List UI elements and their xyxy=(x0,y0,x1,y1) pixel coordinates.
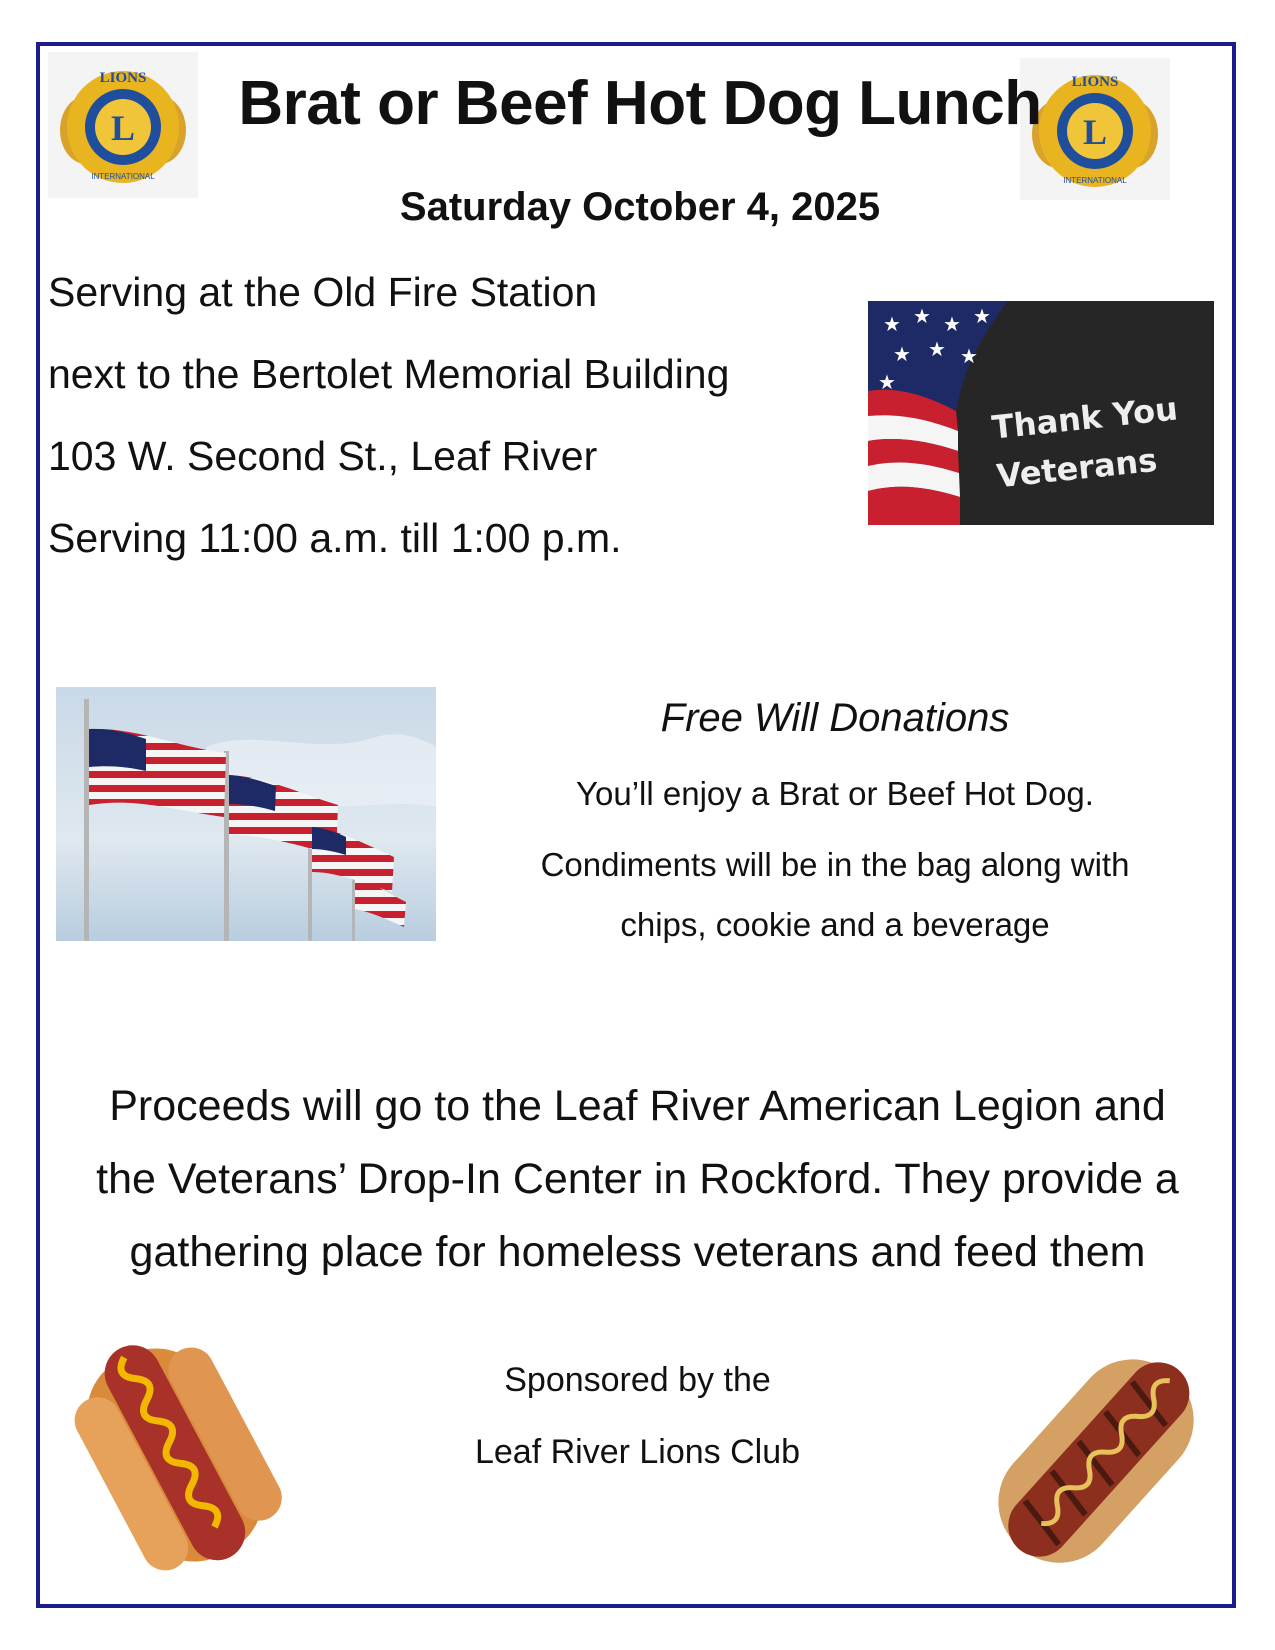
proceeds-line-3: gathering place for homeless veterans and feed them xyxy=(129,1228,1146,1276)
proceeds-line-2: the Veterans’ Drop-In Center in Rockford. They provide a xyxy=(96,1155,1179,1203)
donations-line-3: chips, cookie and a beverage xyxy=(620,906,1050,943)
svg-text:★: ★ xyxy=(928,339,946,361)
donations-line-1: You’ll enjoy a Brat or Beef Hot Dog. xyxy=(576,775,1094,812)
svg-text:L: L xyxy=(110,108,136,148)
donations-title: Free Will Donations xyxy=(660,696,1010,740)
location-line-1: Serving at the Old Fire Station xyxy=(48,269,598,315)
donations-line-2: Condiments will be in the bag along with xyxy=(540,846,1130,883)
sponsor-line-1: Sponsored by the xyxy=(504,1361,771,1399)
proceeds-line-1: Proceeds will go to the Leaf River American Legion and xyxy=(109,1082,1166,1130)
svg-text:★: ★ xyxy=(878,372,896,394)
address-line: 103 W. Second St., Leaf River xyxy=(48,433,598,479)
svg-text:★: ★ xyxy=(883,314,901,336)
svg-text:★: ★ xyxy=(913,306,931,328)
hot-dog-mustard-image xyxy=(60,1335,290,1575)
svg-text:INTERNATIONAL: INTERNATIONAL xyxy=(1063,176,1127,185)
event-date: Saturday October 4, 2025 xyxy=(399,185,881,229)
svg-text:★: ★ xyxy=(943,314,961,336)
svg-text:★: ★ xyxy=(973,306,991,328)
svg-text:L: L xyxy=(1082,112,1108,152)
grilled-hot-dog-image xyxy=(968,1335,1218,1580)
svg-text:Thank You: Thank You xyxy=(990,389,1180,447)
svg-text:LIONS: LIONS xyxy=(99,70,147,86)
location-line-2: next to the Bertolet Memorial Building xyxy=(48,351,730,397)
svg-text:★: ★ xyxy=(960,346,978,368)
lions-logo-left-icon xyxy=(48,52,198,198)
waving-flags-image xyxy=(56,687,436,941)
thank-you-veterans-image xyxy=(868,301,1214,525)
sponsor-line-2: Leaf River Lions Club xyxy=(474,1433,801,1471)
serving-time: Serving 11:00 a.m. till 1:00 p.m. xyxy=(48,515,622,561)
svg-text:LIONS: LIONS xyxy=(1071,74,1119,90)
svg-text:★: ★ xyxy=(893,344,911,366)
proceeds-paragraph xyxy=(50,1070,1225,1289)
svg-text:Veterans: Veterans xyxy=(994,440,1159,496)
page-title: Brat or Beef Hot Dog Lunch xyxy=(238,69,1042,138)
svg-text:INTERNATIONAL: INTERNATIONAL xyxy=(91,172,155,181)
